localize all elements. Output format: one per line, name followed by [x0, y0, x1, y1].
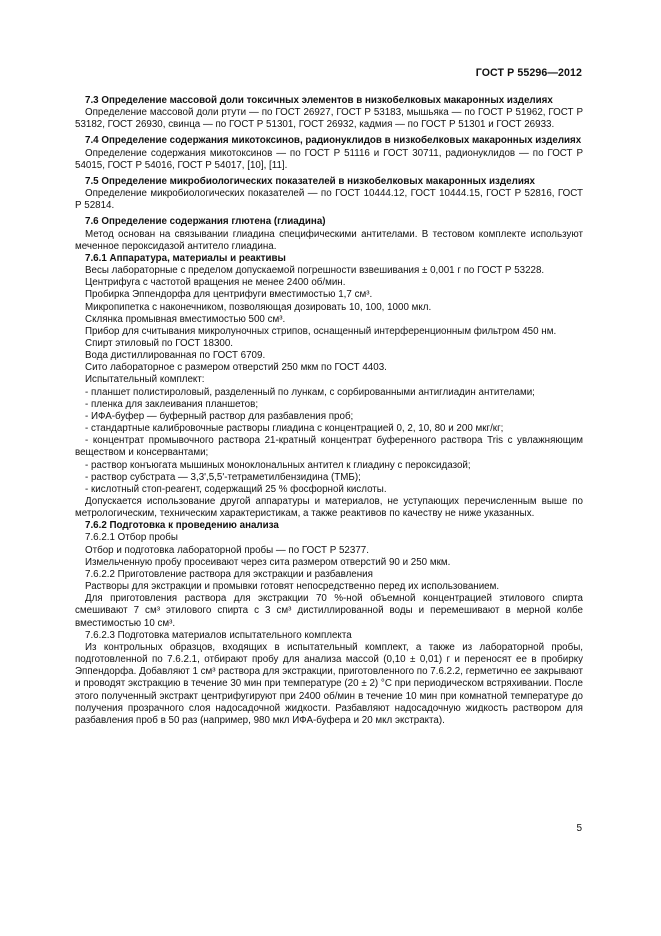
- list-item: - раствор конъюгата мышиных моноклональных антител к глиадину с пероксидазой;: [85, 459, 471, 471]
- subsubsection-heading: 7.6.2.3 Подготовка материалов испытательного комплекта: [85, 629, 352, 641]
- document-standard-number: ГОСТ Р 55296—2012: [475, 67, 582, 79]
- paragraph: Из контрольных образцов, входящих в испытательный комплект, а также из лабораторной пробы, подготовленной по 7.6.2.1, отбирают пробу для анализа массой (0,10 ± 0,01) г и переносят ее в пробирку Эппендорфа. Добавляют 1 см³ раствора для экстракции, приготовленного по 7.6.2.2, герметично ее закрывают и проводят экстракцию в течение 30 мин при температуре (20 ± 2) °С при периодическом встряхивании. После этого полученный экстракт центрифугируют при 2400 об/мин в течение 10 мин при комнатной температуре до получения прозрачного слоя надосадочной жидкости. Разбавляют надосадочную жидкость раствором для разбавления проб в 50 раз (например, 980 мкл ИФА-буфера и 20 мкл экстракта).: [75, 641, 583, 726]
- paragraph: Склянка промывная вместимостью 500 см³.: [85, 313, 286, 325]
- subsubsection-heading: 7.6.2.1 Отбор пробы: [85, 532, 178, 544]
- paragraph: Для приготовления раствора для экстракции 70 %-ной объемной концентрацией этилового спирта смешивают 7 см³ этилового спирта с 3 см³ дистиллированной воды и перемешивают в мерной колбе вместимостью 10 см³.: [75, 593, 583, 629]
- subsubsection-heading: 7.6.2.2 Приготовление раствора для экстракции и разбавления: [85, 568, 373, 580]
- paragraph: Пробирка Эппендорфа для центрифуги вместимостью 1,7 см³.: [85, 289, 373, 301]
- paragraph: Определение микробиологических показателей — по ГОСТ 10444.12, ГОСТ 10444.15, ГОСТ Р 52816, ГОСТ Р 52814.: [75, 188, 583, 212]
- document-body: [75, 95, 583, 727]
- section-heading-7-4: 7.4 Определение содержания микотоксинов, радионуклидов в низкобелковых макаронных изделиях: [85, 135, 582, 147]
- paragraph: Метод основан на связывании глиадина специфическими антителами. В тестовом комплекте используют меченное пероксидазой антитело глиадина.: [75, 228, 583, 252]
- paragraph: Сито лабораторное с размером отверстий 250 мкм по ГОСТ 4403.: [85, 362, 387, 374]
- page-number: 5: [576, 823, 582, 834]
- subsection-heading-7-6-1: 7.6.1 Аппаратура, материалы и реактивы: [85, 252, 286, 264]
- paragraph: Спирт этиловый по ГОСТ 18300.: [85, 337, 234, 349]
- section-heading-7-3: 7.3 Определение массовой доли токсичных элементов в низкобелковых макаронных изделиях: [85, 95, 553, 106]
- paragraph: Микропипетка с наконечником, позволяющая дозировать 10, 100, 1000 мкл.: [85, 301, 432, 313]
- paragraph: Испытательный комплект:: [85, 374, 205, 386]
- paragraph: Вода дистиллированная по ГОСТ 6709.: [85, 350, 266, 362]
- list-item: - кислотный стоп-реагент, содержащий 25 % фосфорной кислоты.: [85, 483, 387, 495]
- paragraph: Весы лабораторные с пределом допускаемой погрешности взвешивания ± 0,001 г по ГОСТ Р 53228.: [85, 265, 545, 277]
- list-item: - стандартные калибровочные растворы глиадина с концентрацией 0, 2, 10, 80 и 200 мкг/кг;: [85, 423, 504, 435]
- paragraph: Прибор для считывания микролуночных стрипов, оснащенный интерференционным фильтром 450 нм.: [85, 325, 557, 337]
- paragraph: Измельченную пробу просеивают через сита размером отверстий 90 и 250 мкм.: [85, 556, 451, 568]
- paragraph: Отбор и подготовка лабораторной пробы — по ГОСТ Р 52377.: [85, 544, 369, 556]
- list-item: - планшет полистироловый, разделенный по лункам, с сорбированными антиглиадин антителами;: [85, 386, 535, 398]
- paragraph: Допускается использование другой аппаратуры и материалов, не уступающих перечисленным выше по метрологическим, техническим характеристикам, а также реактивов по качеству не ниже указанных.: [75, 496, 583, 520]
- paragraph: Определение массовой доли ртути — по ГОСТ 26927, ГОСТ Р 53183, мышьяка — по ГОСТ Р 51962, ГОСТ Р 53182, ГОСТ 26930, свинца — по ГОСТ Р 51301, ГОСТ 26932, кадмия — по ГОСТ Р 51301 и ГОСТ 26933.: [75, 107, 583, 131]
- subsection-heading-7-6-2: 7.6.2 Подготовка к проведению анализа: [85, 520, 279, 532]
- paragraph: Определение содержания микотоксинов — по ГОСТ Р 51116 и ГОСТ 30711, радионуклидов — по ГОСТ Р 54015, ГОСТ Р 54016, ГОСТ Р 54017, [10], [11].: [75, 147, 583, 171]
- list-item: - раствор субстрата — 3,3',5,5'-тетраметилбензидина (ТМБ);: [85, 471, 361, 483]
- paragraph: Центрифуга с частотой вращения не менее 2400 об/мин.: [85, 277, 346, 289]
- list-item: - ИФА-буфер — буферный раствор для разбавления проб;: [85, 410, 354, 422]
- paragraph: Растворы для экстракции и промывки готовят непосредственно перед их использованием.: [85, 581, 500, 593]
- section-heading-7-5: 7.5 Определение микробиологических показателей в низкобелковых макаронных изделиях: [85, 175, 536, 187]
- section-heading-7-6: 7.6 Определение содержания глютена (глиадина): [85, 216, 326, 228]
- list-item: - пленка для заклеивания планшетов;: [85, 398, 259, 410]
- list-item: - концентрат промывочного раствора 21-кратный концентрат буференного раствора Tris с увлажняющим веществом и консервантами;: [75, 435, 583, 459]
